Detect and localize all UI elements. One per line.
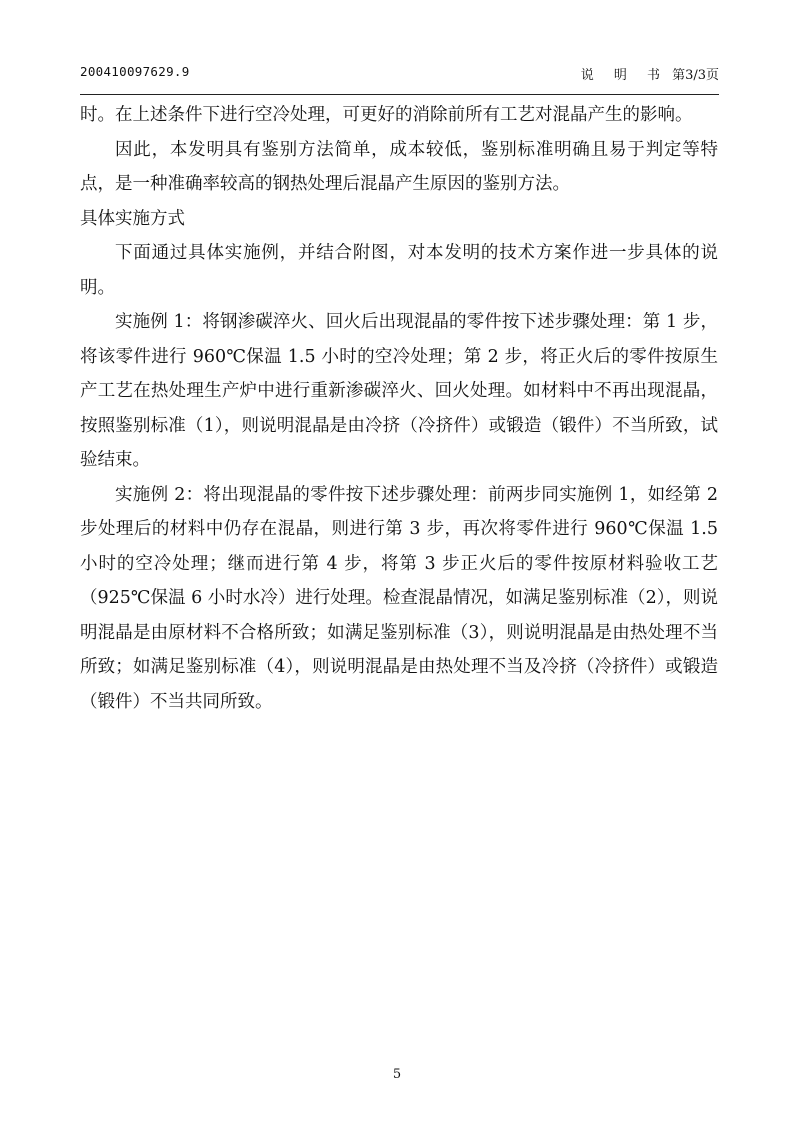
paragraph-continuation: 时。在上述条件下进行空冷处理，可更好的消除前所有工艺对混晶产生的影响。: [80, 105, 693, 125]
paragraph-example-2: 实施例 2：将出现混晶的零件按下述步骤处理：前两步同实施例 1，如经第 2 步处理后的材料中仍存在混晶，则进行第 3 步，再次将零件进行 960℃保温 1.5 小时的空冷处理；继而进行第 4 步，将第 3 步正火后的零件按原材料验收工艺（925℃保温 6 小时水冷）进行处理。检查混晶情况，如满足鉴别标准（2），则说明混晶是由原材料不合格所致；如满足鉴别标准（3），则说明混晶是由热处理不当所致；如满足鉴别标准（4），则说明混晶是由热处理不当及冷挤（冷挤件）或锻造（锻件）不当共同所致。: [80, 484, 718, 712]
document-body: [80, 98, 718, 719]
document-type: 说 明 书: [580, 68, 669, 83]
section-heading: 具体实施方式: [80, 208, 185, 229]
page-indicator: 第3/3页: [672, 68, 719, 83]
paragraph-intro: 下面通过具体实施例，并结合附图，对本发明的技术方案作进一步具体的说明。: [80, 243, 718, 298]
paragraph-example-1: 实施例 1：将钢渗碳淬火、回火后出现混晶的零件按下述步骤处理：第 1 步，将该零件进行 960℃保温 1.5 小时的空冷处理；第 2 步，将正火后的零件按原生产工艺在热处理生产炉中进行重新渗碳淬火、回火处理。如材料中不再出现混晶，按照鉴别标准（1），则说明混晶是由冷挤（冷挤件）或锻造（锻件）不当所致，试验结束。: [80, 312, 718, 470]
page-number: 5: [392, 1067, 402, 1082]
application-number: 200410097629.9: [80, 64, 190, 79]
page-header: [80, 58, 719, 95]
paragraph-conclusion: 因此，本发明具有鉴别方法简单，成本较低，鉴别标准明确且易于判定等特点，是一种准确率较高的钢热处理后混晶产生原因的鉴别方法。: [80, 139, 718, 194]
header-doc-info: [581, 64, 719, 83]
